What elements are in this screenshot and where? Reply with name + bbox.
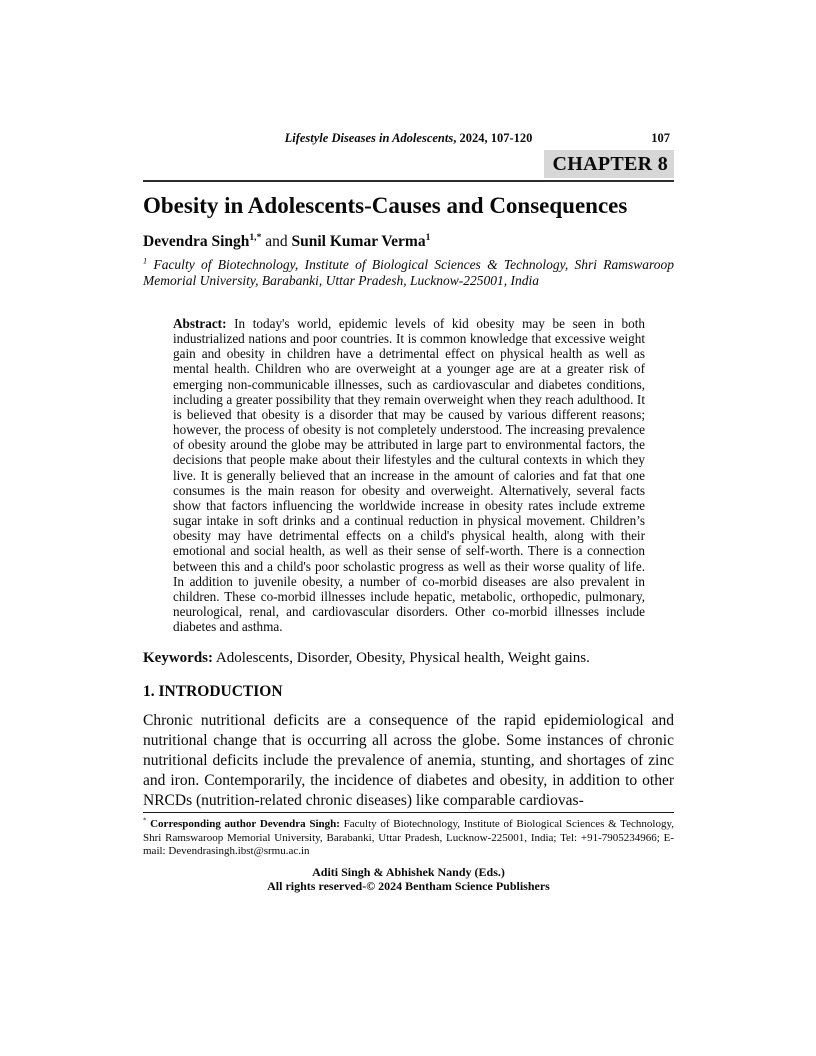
abstract-text: In today's world, epidemic levels of kid obesity may be seen in both industrialized nations and poor countries. It is common knowledge that excessive weight gain and obesity in children have a detrimental effect on physical health as well as mental health. Children who are overweight at a younger age are at a greater risk of emerging non-communicable illnesses, such as cardiovascular and diabetes conditions, including a greater possibility that they remain overweight when they reach adulthood. It is believed that obesity is a disorder that may be caused by various different reasons; however, the process of obesity is not completely understood. The increasing prevalence of obesity around the globe may be attributed in large part to environmental factors, the decisions that people make about their lifestyles and the cultural contexts in which they live. It is generally believed that an increase in the amount of calories and fat that one consumes is the main reason for obesity and overweight. Alternatively, several facts show that factors influencing the worldwide increase in obesity rates include extreme sugar intake in soft drinks and a continual reduction in physical movement. Children’s obesity may have detrimental effects on a child's physical health, along with their emotional and social health, as well as their sense of self-worth. There is a connection between this and a child's poor scholastic progress as well as their worse quality of life. In addition to juvenile obesity, a number of co-morbid diseases are also prevalent in children. These co-morbid illnesses include hepatic, metabolic, orthopedic, pulmonary, neurological, renal, and cardiovascular disorders. Other co-morbid illnesses include diabetes and asthma. bbox=[173, 316, 645, 635]
affiliation-text: Faculty of Biotechnology, Institute of Biological Sciences & Technology, Shri Ramswaroop Memorial University, Barabanki, Uttar Pradesh, Lucknow-225001, India bbox=[143, 257, 674, 288]
rights-line: All rights reserved-© 2024 Bentham Science Publishers bbox=[267, 878, 550, 893]
author-2: Sunil Kumar Verma$^1$ bbox=[291, 231, 431, 250]
chapter-title: Obesity in Adolescents-Causes and Consequences bbox=[143, 193, 628, 218]
introduction-paragraph: Chronic nutritional deficits are a consequence of the rapid epidemiological and nutritional change that is occurring all across the globe. Some instances of chronic nutritional deficits include the prevalence of anemia, stunting, and shortages of zinc and iron. Contemporarily, the incidence of diabetes and obesity, in addition to other NRCDs (nutrition-related chronic diseases) like comparable cardiovas- bbox=[143, 712, 674, 809]
book-title: Lifestyle Diseases in Adolescents bbox=[284, 131, 454, 145]
abstract bbox=[173, 316, 645, 634]
author-line bbox=[143, 232, 674, 251]
footnote-label: Corresponding author Devendra Singh: bbox=[146, 818, 340, 830]
issue-info: , 2024, 107-120 bbox=[453, 131, 533, 145]
footnote-text: Faculty of Biotechnology, Institute of Biological Sciences & Technology, Shri Ramswaroop Memorial University, Barabanki, Uttar Pradesh, Lucknow-225001, India; Tel: +91-7905234966; E-mail: Devendrasingh.ibst@srmu.ac.in bbox=[143, 818, 674, 857]
author-connector: and bbox=[261, 233, 292, 250]
footnote-marker: * bbox=[143, 817, 147, 825]
publisher-footer bbox=[143, 866, 674, 893]
abstract-label: Abstract: bbox=[173, 316, 227, 331]
chapter-rule bbox=[143, 150, 674, 182]
keywords-label: Keywords: bbox=[143, 650, 213, 666]
affiliation bbox=[143, 257, 674, 289]
editors-line: Aditi Singh & Abhishek Nandy (Eds.) bbox=[312, 865, 505, 879]
author-1-superscript: 1,* bbox=[249, 231, 262, 243]
affiliation-marker: 1 bbox=[143, 256, 148, 266]
running-header bbox=[143, 131, 674, 146]
author-2-superscript: 1 bbox=[425, 231, 431, 243]
running-header-title bbox=[143, 131, 674, 146]
page-number: 107 bbox=[651, 131, 670, 145]
author-1: Devendra Singh$^{1,*}$ bbox=[143, 231, 262, 250]
corresponding-author-footnote bbox=[143, 812, 674, 859]
chapter-label: CHAPTER 8 bbox=[544, 150, 674, 178]
keywords bbox=[143, 649, 674, 667]
section-heading-introduction: 1. INTRODUCTION bbox=[143, 683, 283, 700]
keywords-text: Adolescents, Disorder, Obesity, Physical health, Weight gains. bbox=[213, 650, 590, 666]
